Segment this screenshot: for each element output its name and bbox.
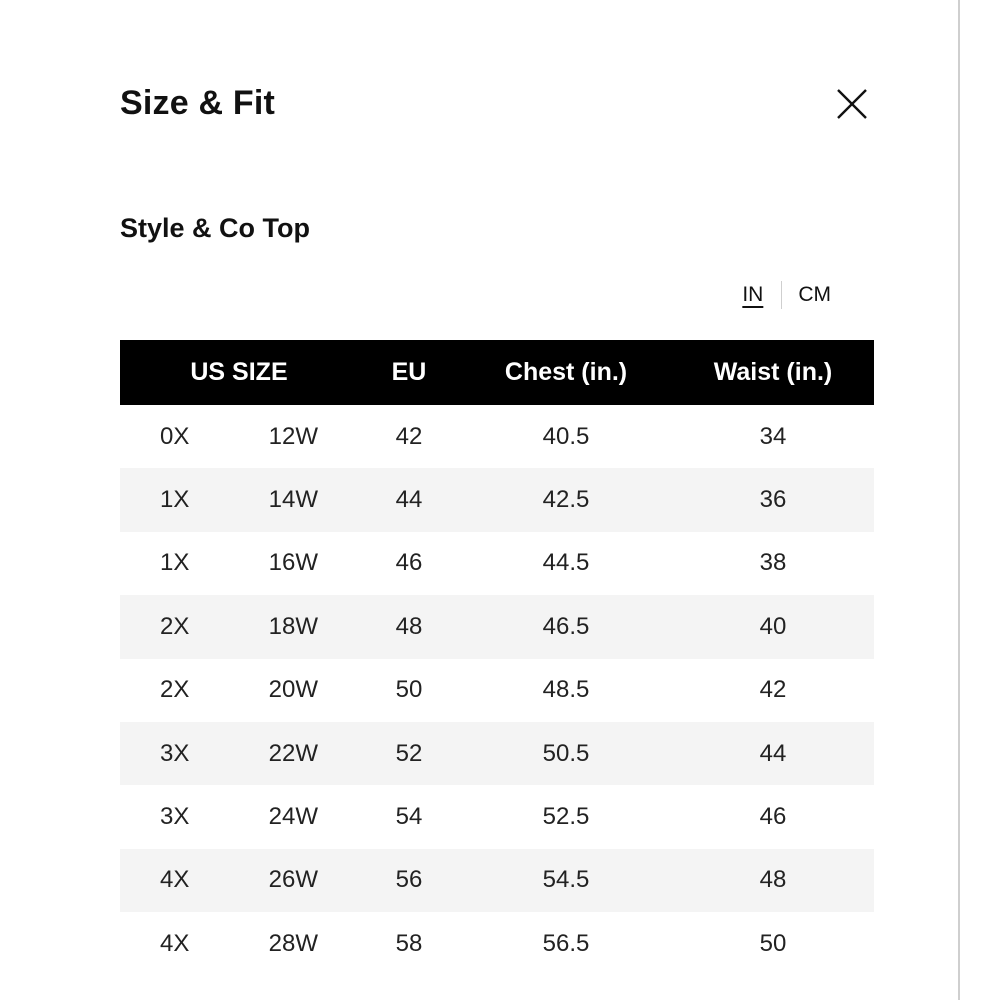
cell-us-w: 22W <box>268 739 318 767</box>
table-row <box>120 722 874 785</box>
cell-us-w: 26W <box>268 866 318 894</box>
cell-us-size <box>120 595 358 658</box>
cell-eu: 58 <box>395 929 423 957</box>
cell-chest: 46.5 <box>542 612 590 640</box>
table-body <box>120 405 874 976</box>
cell-us-alpha: 0X <box>160 422 190 450</box>
cell-us-size <box>120 532 358 595</box>
cell-chest: 42.5 <box>542 486 590 514</box>
cell-us-alpha: 3X <box>160 803 190 831</box>
cell-waist: 36 <box>759 486 787 514</box>
cell-waist: 34 <box>759 422 787 450</box>
cell-us-alpha: 2X <box>160 612 190 640</box>
cell-chest: 54.5 <box>542 866 590 894</box>
close-icon <box>832 84 872 124</box>
cell-us-size <box>120 405 358 468</box>
cell-eu: 48 <box>395 612 423 640</box>
page-divider <box>958 0 960 1000</box>
cell-us-size <box>120 659 358 722</box>
cell-us-w: 28W <box>268 929 318 957</box>
cell-us-alpha: 3X <box>160 739 190 767</box>
cell-eu: 44 <box>395 486 423 514</box>
header-chest: Chest (in.) <box>504 358 628 386</box>
unit-cm-option[interactable]: CM <box>798 283 831 306</box>
cell-waist: 42 <box>759 676 787 704</box>
cell-waist: 50 <box>759 929 787 957</box>
cell-waist: 46 <box>759 803 787 831</box>
table-row <box>120 468 874 531</box>
cell-us-size <box>120 468 358 531</box>
cell-eu: 56 <box>395 866 423 894</box>
cell-us-alpha: 2X <box>160 676 190 704</box>
cell-us-w: 14W <box>268 486 318 514</box>
cell-chest: 40.5 <box>542 422 590 450</box>
header-eu: EU <box>391 358 427 386</box>
table-row <box>120 532 874 595</box>
cell-us-w: 12W <box>268 422 318 450</box>
table-row <box>120 912 874 975</box>
cell-us-w: 24W <box>268 803 318 831</box>
cell-chest: 56.5 <box>542 929 590 957</box>
header-us-size: US SIZE <box>190 358 288 386</box>
cell-us-alpha: 4X <box>160 866 190 894</box>
unit-divider <box>781 281 782 309</box>
unit-in-option[interactable]: IN <box>742 283 764 306</box>
cell-us-alpha: 4X <box>160 929 190 957</box>
modal-title: Size & Fit <box>120 84 276 122</box>
table-row <box>120 405 874 468</box>
product-name: Style & Co Top <box>120 213 311 243</box>
table-row <box>120 785 874 848</box>
cell-chest: 48.5 <box>542 676 590 704</box>
cell-eu: 46 <box>395 549 423 577</box>
table-row <box>120 849 874 912</box>
close-button[interactable] <box>832 84 872 124</box>
cell-waist: 44 <box>759 739 787 767</box>
table-row <box>120 595 874 658</box>
cell-waist: 40 <box>759 612 787 640</box>
cell-us-w: 16W <box>268 549 318 577</box>
cell-us-size <box>120 849 358 912</box>
cell-waist: 38 <box>759 549 787 577</box>
cell-chest: 50.5 <box>542 739 590 767</box>
cell-eu: 50 <box>395 676 423 704</box>
unit-toggle <box>742 281 831 309</box>
header-waist: Waist (in.) <box>713 358 833 386</box>
cell-us-size <box>120 722 358 785</box>
cell-eu: 42 <box>395 422 423 450</box>
cell-us-alpha: 1X <box>160 549 190 577</box>
cell-us-size <box>120 912 358 975</box>
table-row <box>120 659 874 722</box>
size-chart-table <box>120 340 874 976</box>
cell-chest: 44.5 <box>542 549 590 577</box>
cell-us-w: 18W <box>268 612 318 640</box>
cell-chest: 52.5 <box>542 803 590 831</box>
cell-us-size <box>120 785 358 848</box>
table-header-row <box>120 340 874 405</box>
cell-waist: 48 <box>759 866 787 894</box>
cell-eu: 54 <box>395 803 423 831</box>
cell-us-alpha: 1X <box>160 486 190 514</box>
cell-eu: 52 <box>395 739 423 767</box>
cell-us-w: 20W <box>268 676 318 704</box>
